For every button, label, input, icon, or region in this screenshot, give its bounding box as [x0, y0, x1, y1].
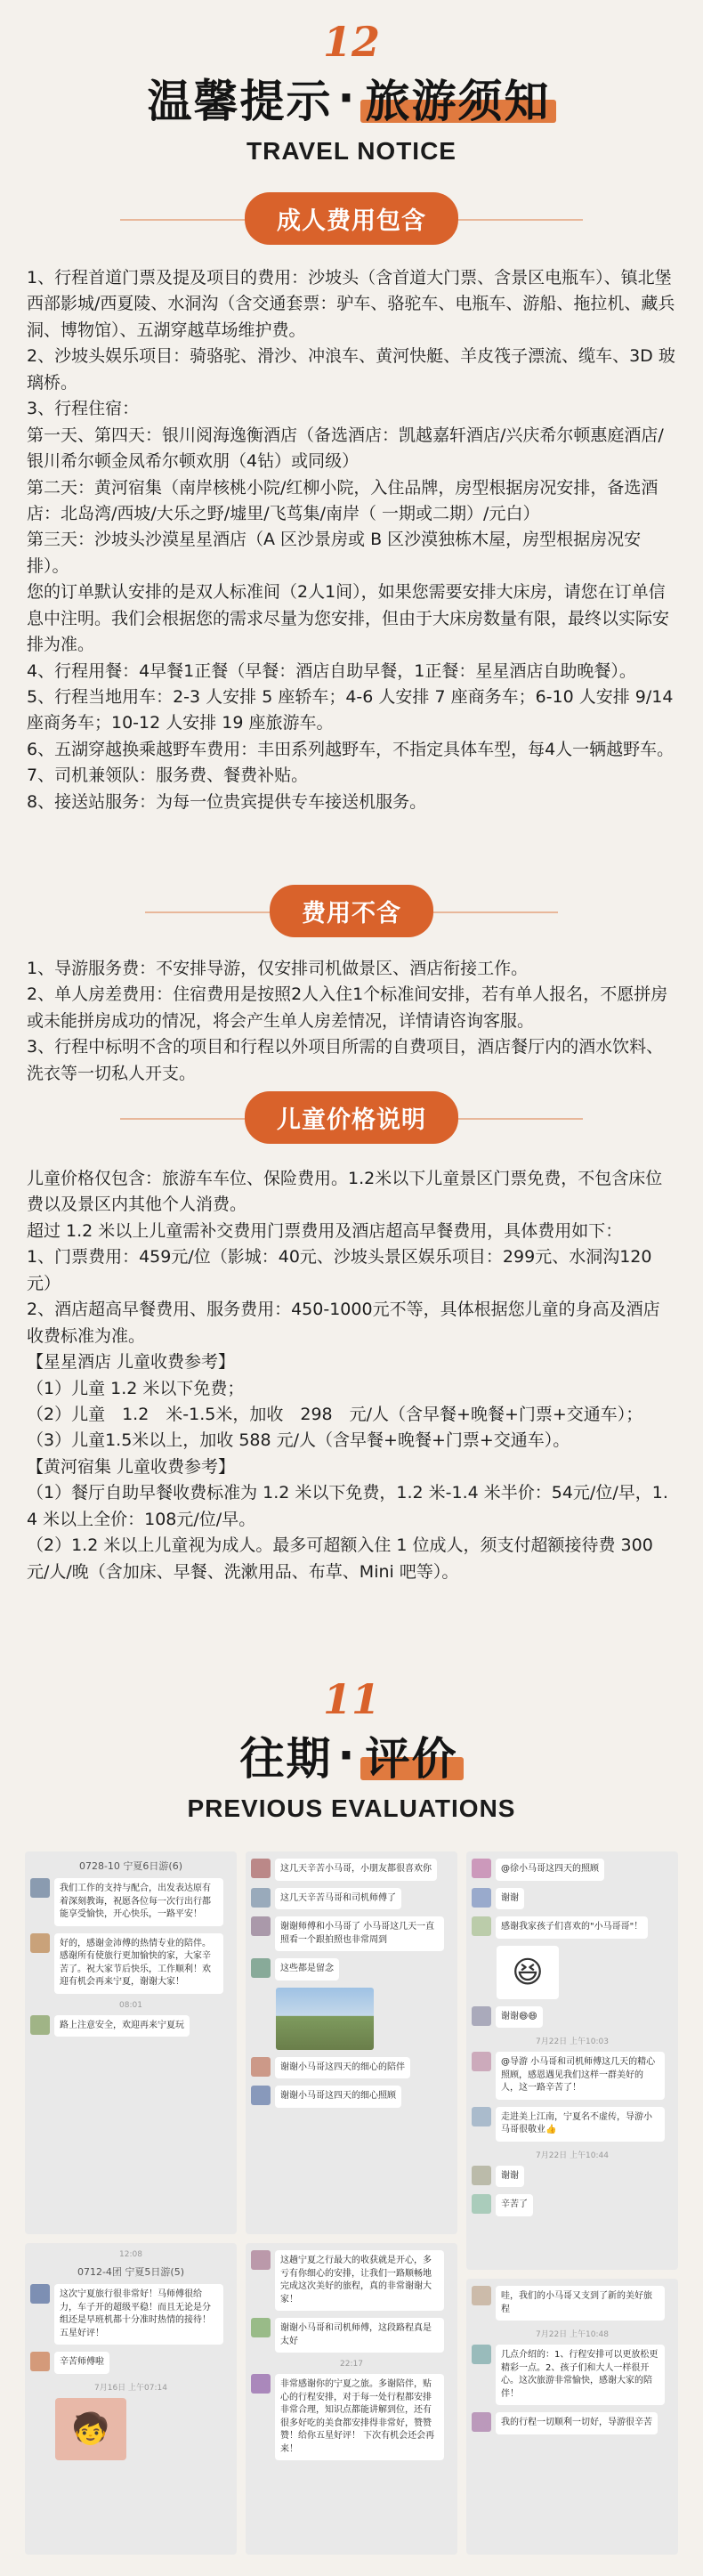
message-bubble: 谢谢: [496, 2166, 524, 2188]
adult-line: 7、司机兼领队：服务费、餐费补贴。: [27, 766, 309, 786]
avatar: [472, 2107, 491, 2126]
review-screenshot: [246, 1851, 457, 2234]
message-bubble: 这趟宁夏之行最大的收获就是开心，多亏有你细心的安排，让我们一路顺畅地完成这次美好的旅程，真的非常谢谢大家！: [275, 2250, 444, 2311]
review-screenshots: [25, 1851, 678, 2555]
chat-timestamp: 7月16日 上午07:14: [94, 2383, 167, 2393]
adult-line: 第三天：沙坡头沙漠星星酒店（A 区沙景房或 B 区沙漠独栋木屋，房型根据房况安排）。: [27, 530, 642, 576]
chat-message: [251, 2250, 452, 2311]
message-bubble: 好的，感谢金沛傅的热情专业的陪伴。感谢所有使旅行更加愉快的家，大家辛苦了。祝大家节后快乐，工作顺利！欢迎有机会再来宁夏，谢谢大家！: [54, 1933, 223, 1994]
avatar: [472, 2052, 491, 2071]
message-bubble: 谢谢师傅和小马哥了 小马哥这几天一直照看一个跟拍照也非常周到: [275, 1916, 444, 1951]
chat-message: [472, 2286, 673, 2321]
adult-cost-list: [0, 265, 703, 815]
adult-line: 1、行程首道门票及提及项目的费用：沙坡头（含首道大门票、含景区电瓶车）、镇北堡西部影城/西夏陵、水洞沟（含交通套票：驴车、骆驼车、电瓶车、游船、拖拉机、藏兵洞、博物馆）、五湖穿越草场维护费。: [27, 268, 675, 340]
chat-message: [251, 2057, 452, 2079]
chat-message: [30, 2352, 231, 2374]
chat-title: 0712-4团 宁夏5日游(5): [77, 2266, 185, 2278]
adult-heading-wrap: [0, 192, 703, 245]
message-bubble: 几点介绍的：1、行程安排可以更放松更精彩一点。2、孩子们和大人一样很开心。这次旅游非常愉快，感谢大家的陪伴！: [496, 2345, 665, 2405]
travel-notice-header: [0, 18, 703, 166]
review-column-2: [246, 1851, 457, 2555]
adult-line: 第二天：黄河宿集（南岸核桃小院/红柳小院，入住品牌，房型根据房况安排，备选酒店：北岛湾/西坡/大乐之野/墟里/飞茑集/南岸（ 一期或二期）/元白）: [27, 477, 659, 523]
message-bubble: 谢谢小马哥这四天的细心照顾: [275, 2086, 401, 2108]
adult-line: 6、五湖穿越换乘越野车费用：丰田系列越野车，不指定具体车型，每4人一辆越野车。: [27, 739, 675, 759]
children-line: （1）餐厅自助早餐收费标准为 1.2 米以下免费，1.2 米-1.4 米半价：54元/位/早，1.4 米以上全价：108元/位/早。: [27, 1483, 668, 1529]
children-line: （3）儿童1.5米以上，加收 588 元/人（含早餐+晚餐+门票+交通车）。: [27, 1430, 570, 1451]
avatar: [251, 2057, 271, 2077]
chat-message: [472, 2166, 673, 2188]
message-bubble: 走进美上江南，宁夏名不虚传，导游小马哥很敬业👍: [496, 2107, 665, 2142]
adult-line: 8、接送站服务：为每一位贵宾提供专车接送机服务。: [27, 791, 427, 812]
review-screenshot: [246, 2243, 457, 2555]
title-part-a: 往期: [239, 1733, 333, 1785]
chat-title: 0728-10 宁夏6日游(6): [78, 1860, 183, 1872]
avatar: [251, 1916, 271, 1936]
avatar: [472, 2345, 491, 2364]
chat-timestamp: 08:01: [119, 2000, 142, 2010]
excluded-line: 3、行程中标明不含的项目和行程以外项目所需的自费项目，酒店餐厅内的酒水饮料、洗衣等一切私人开支。: [27, 1037, 664, 1083]
message-bubble: @徐小马哥这四天的照顾: [496, 1859, 604, 1881]
adult-line: 第一天、第四天：银川阅海逸衡酒店（备选酒店：凯越嘉轩酒店/兴庆希尔顿惠庭酒店/银川希尔顿金凤希尔顿欢朋（4钻）或同级）: [27, 425, 664, 472]
evaluations-header: [0, 1675, 703, 1823]
message-bubble: @导游 小马哥和司机师傅这几天的精心照顾，感恩遇见我们这样一群美好的人，这一路辛苦了！: [496, 2052, 665, 2100]
section-title: [0, 66, 703, 130]
message-bubble: 哇，我们的小马哥又支到了新的美好旅程: [496, 2286, 665, 2321]
chat-timestamp: 7月22日 上午10:48: [536, 2330, 609, 2339]
title-separator: ·: [337, 1729, 355, 1781]
message-bubble: 这次宁夏旅行很非常好！马师傅很给力，车子开的超级平稳！而且无论是分组还是早班机都十分准时热情的接待！五星好评！: [54, 2284, 223, 2345]
excluded-line: 2、单人房差费用：住宿费用是按照2人入住1个标准间安排，若有单人报名，不愿拼房或未能拼房成功的情况，将会产生单人房差情况，详情请咨询客服。: [27, 984, 668, 1031]
avatar: [472, 2412, 491, 2432]
children-line: （2）儿童 1.2 米-1.5米，加收 298 元/人（含早餐+晚餐+门票+交通车）；: [27, 1404, 643, 1424]
title-separator: ·: [337, 72, 355, 124]
avatar: [472, 1916, 491, 1936]
avatar: [472, 1859, 491, 1878]
review-screenshot: [25, 1851, 237, 2234]
message-bubble: 这几天辛苦马哥和司机师傅了: [275, 1888, 401, 1910]
avatar: [472, 2286, 491, 2305]
chat-message: [251, 2374, 452, 2460]
children-line: （2）1.2 米以上儿童视为成人。最多可超额入住 1 位成人，须支付超额接待费 300 元/人/晚（含加床、早餐、洗漱用品、布草、Mini 吧等）。: [27, 1535, 653, 1582]
chat-message: [251, 2318, 452, 2353]
message-bubble: 我们工作的支持与配合，出发表达原有着深刻教诲，祝愿各位每一次行出行都能享受愉快，开心快乐，一路平安！: [54, 1878, 223, 1926]
message-bubble: 路上注意安全，欢迎再来宁夏玩: [54, 2015, 190, 2037]
avatar: [251, 2318, 271, 2337]
chat-message: [472, 1916, 673, 1939]
avatar: [30, 1878, 50, 1898]
message-bubble: 辛苦了: [496, 2194, 533, 2216]
chat-message: [30, 1933, 231, 1994]
title-part-b: 旅游须知: [365, 76, 551, 127]
message-bubble: 我的行程一切顺利一切好，导游很辛苦: [496, 2412, 658, 2434]
chat-message: [30, 2284, 231, 2345]
avatar: [472, 2194, 491, 2214]
message-bubble: 这些都是留念: [275, 1958, 339, 1981]
child-photo: 🧒: [55, 2398, 126, 2460]
avatar: [30, 2352, 50, 2371]
adult-heading: 成人费用包含: [245, 192, 458, 245]
section-number: 12: [322, 18, 380, 66]
chat-message: [472, 2345, 673, 2405]
chat-message: [251, 1958, 452, 1981]
title-part-a: 温馨提示: [147, 76, 333, 127]
sticker: 😆: [497, 1946, 559, 1999]
message-bubble: 谢谢: [496, 1888, 524, 1910]
chat-message: [472, 2052, 673, 2100]
chat-message: [472, 1859, 673, 1881]
chat-timestamp: 12:08: [119, 2250, 142, 2259]
children-line: 儿童价格仅包含：旅游车车位、保险费用。1.2米以下儿童景区门票免费，不包含床位费以及景区内其他个人消费。: [27, 1169, 663, 1215]
chat-message: [472, 2194, 673, 2216]
message-bubble: 这几天辛苦小马哥，小朋友都很喜欢你: [275, 1859, 437, 1881]
chat-message: [251, 1859, 452, 1881]
chat-message: [30, 1878, 231, 1926]
chat-message: [472, 2006, 673, 2029]
chat-message: [251, 1888, 452, 1910]
adult-line: 2、沙坡头娱乐项目：骑骆驼、滑沙、冲浪车、黄河快艇、羊皮筏子漂流、缆车、3D 玻璃桥。: [27, 346, 675, 393]
excluded-heading: 费用不含: [270, 885, 433, 937]
children-heading-wrap: [0, 1091, 703, 1144]
title-part-b: 评价: [365, 1733, 458, 1785]
chat-message: [251, 2086, 452, 2108]
children-heading: 儿童价格说明: [245, 1091, 458, 1144]
avatar: [30, 2284, 50, 2304]
chat-message: [472, 2412, 673, 2434]
avatar: [251, 1958, 271, 1978]
children-line: 超过 1.2 米以上儿童需补交费用门票费用及酒店超高早餐费用，具体费用如下：: [27, 1220, 623, 1241]
children-line: 【黄河宿集 儿童收费参考】: [27, 1456, 236, 1477]
avatar: [251, 1888, 271, 1908]
avatar: [472, 1888, 491, 1908]
excluded-cost-list: [0, 956, 703, 1087]
chat-timestamp: 7月22日 上午10:44: [536, 2151, 609, 2160]
children-line: （1）儿童 1.2 米以下免费；: [27, 1378, 245, 1398]
review-screenshot: [466, 1851, 678, 2270]
avatar: [30, 1933, 50, 1953]
title-part-b-highlight: [360, 66, 556, 130]
chat-message: [472, 2107, 673, 2142]
avatar: [472, 2006, 491, 2026]
message-bubble: 谢谢小马哥这四天的细心的陪伴: [275, 2057, 410, 2079]
title-part-b-highlight: [360, 1723, 464, 1787]
excluded-heading-wrap: [0, 885, 703, 937]
adult-line: 您的订单默认安排的是双人标准间（2人1间），如果您需要安排大床房，请您在订单信息中注明。我们会根据您的需求尽量为您安排，但由于大床房数量有限，最终以实际安排为准。: [27, 582, 670, 655]
message-bubble: 谢谢小马哥和司机师傅，这段路程真是太好: [275, 2318, 444, 2353]
chat-message: [472, 1888, 673, 1910]
message-bubble: 感谢我家孩子们喜欢的"小马哥哥"！: [496, 1916, 648, 1939]
section-subtitle: PREVIOUS EVALUATIONS: [187, 1794, 516, 1822]
review-screenshot: [466, 2279, 678, 2555]
avatar: [251, 1859, 271, 1878]
avatar: [30, 2015, 50, 2035]
message-bubble: 谢谢😄😄: [496, 2006, 543, 2029]
children-price-list: [0, 1166, 703, 1585]
section-title: [0, 1723, 703, 1787]
chat-timestamp: 7月22日 上午10:03: [536, 2037, 609, 2046]
avatar: [251, 2250, 271, 2270]
avatar: [251, 2086, 271, 2105]
chat-timestamp: 22:17: [340, 2360, 363, 2369]
message-bubble: 非常感谢你的宁夏之旅。多谢陪伴，贴心的行程安排，对于每一处行程都安排非常合理，知识点都能讲解到位，还有很多好吃的美食都安排得非常好，赞赞赞！给你五星好评！ 下次有机会还会再来！: [275, 2374, 444, 2460]
children-line: 【星星酒店 儿童收费参考】: [27, 1352, 236, 1373]
section-subtitle: TRAVEL NOTICE: [246, 137, 457, 165]
review-column-1: [25, 1851, 237, 2555]
adult-line: 4、行程用餐：4早餐1正餐（早餐：酒店自助早餐，1正餐：星星酒店自助晚餐）。: [27, 660, 636, 681]
adult-line: 3、行程住宿：: [27, 399, 140, 419]
avatar: [251, 2374, 271, 2394]
review-screenshot: [25, 2243, 237, 2555]
review-column-3: [466, 1851, 678, 2555]
section-number: 11: [322, 1675, 380, 1723]
group-photo: [276, 1988, 374, 2050]
children-line: 1、门票费用：459元/位（影城：40元、沙坡头景区娱乐项目：299元、水洞沟120元）: [27, 1247, 652, 1293]
message-bubble: 辛苦师傅啦: [54, 2352, 109, 2374]
children-line: 2、酒店超高早餐费用、服务费用：450-1000元不等，具体根据您儿童的身高及酒店收费标准为准。: [27, 1300, 660, 1346]
chat-message: [30, 2015, 231, 2037]
avatar: [472, 2166, 491, 2185]
chat-message: [251, 1916, 452, 1951]
excluded-line: 1、导游服务费：不安排导游，仅安排司机做景区、酒店衔接工作。: [27, 959, 529, 978]
adult-line: 5、行程当地用车：2-3 人安排 5 座轿车；4-6 人安排 7 座商务车；6-10 人安排 9/14 座商务车；10-12 人安排 19 座旅游车。: [27, 687, 674, 733]
